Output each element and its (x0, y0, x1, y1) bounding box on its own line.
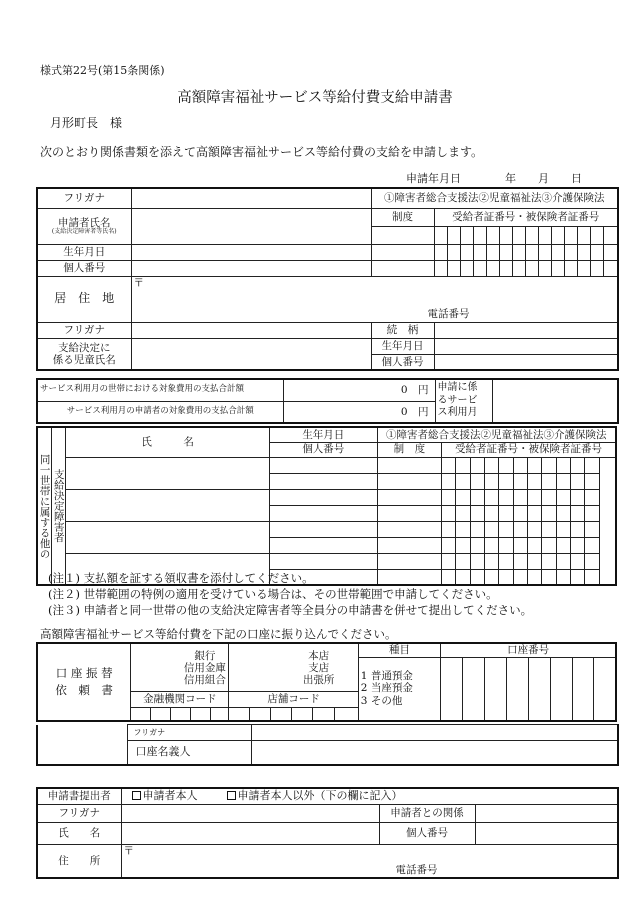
applicant-name-label (37, 208, 131, 244)
service-month-l1: 申請に係 (437, 382, 478, 394)
bank-side-line1: 口 座 振 替 (55, 665, 113, 680)
bank-side-label (37, 643, 131, 721)
household-personal-no-header: 個人番号 (270, 442, 378, 457)
bank-type-2: 信用金庫 (183, 662, 226, 675)
applicant-total-value[interactable]: 0 円 (283, 401, 435, 423)
household-member-2-name[interactable] (66, 489, 270, 521)
submitter-address-label: 住 所 (37, 844, 121, 878)
submitter-table (36, 787, 619, 879)
child-name-field[interactable] (131, 338, 371, 370)
submitter-personal-no-label: 個人番号 (379, 822, 475, 844)
applicant-name-field[interactable] (131, 208, 371, 244)
bank-type-3: 信用組合 (183, 674, 226, 687)
household-law-header: ①障害者総合支援法②児童福祉法③介護保険法 (377, 427, 616, 442)
household-birth-header: 生年月日 (270, 427, 378, 442)
system-label: 制度 (371, 208, 434, 226)
holder-furigana-field[interactable] (251, 725, 618, 741)
other-option-label: 申請者本人以外（下の欄に記入） (237, 788, 403, 802)
applicant-name-note: (支給決定障害者等氏名) (51, 227, 117, 235)
application-date: 申請年月日 年 月 日 (406, 172, 582, 185)
holder-furigana-label: フリガナ (127, 725, 251, 741)
submitter-address-field[interactable] (121, 844, 618, 878)
law-header: ①障害者総合支援法②児童福祉法③介護保険法 (371, 188, 618, 208)
account-kind-options[interactable] (358, 657, 440, 721)
holder-label: 口座名義人 (127, 741, 251, 765)
furigana-label: フリガナ (37, 188, 131, 208)
relation-field[interactable] (434, 322, 618, 338)
bank-type-cell[interactable] (131, 643, 229, 691)
holder-field[interactable] (251, 741, 618, 765)
personal-no-field[interactable] (131, 260, 371, 276)
branch-type-3: 出張所 (302, 674, 335, 687)
phone-label: 電話番号 (427, 308, 470, 321)
submitter-postal-mark: 〒 (123, 844, 134, 857)
submitter-label: 申請書提出者 (37, 788, 121, 804)
furigana-field[interactable] (131, 188, 371, 208)
note-3: (注３) 申請者と同一世帯の他の支給決定障害者等全員分の申請書を併せて提出してください。 (48, 603, 533, 617)
bank-code-header: 金融機関コード (131, 691, 229, 707)
submitter-name-field[interactable] (121, 822, 379, 844)
birth-field[interactable] (131, 244, 371, 260)
household-member-3-name[interactable] (66, 521, 270, 553)
household-side-b: 支給決定障害者 (51, 427, 65, 585)
intro-text: 次のとおり関係書類を添えて高額障害福祉サービス等給付費の支給を申請します。 (40, 145, 484, 159)
address-label: 居 住 地 (37, 276, 131, 322)
account-kind-2: 2 当座預金 (360, 682, 413, 695)
address-field[interactable] (131, 276, 618, 322)
child-personal-no-field[interactable] (434, 354, 618, 370)
bank-intro: 高額障害福祉サービス等給付費を下記の口座に振り込んでください。 (40, 627, 397, 641)
bank-table (36, 642, 617, 722)
relation-field[interactable] (475, 804, 618, 822)
household-total-value[interactable]: 0 円 (283, 379, 435, 401)
household-name-header: 氏 名 (66, 427, 270, 457)
child-birth-label: 生年月日 (371, 338, 434, 354)
submitter-furigana-field[interactable] (121, 804, 379, 822)
submitter-phone-label: 電話番号 (395, 863, 438, 876)
household-member-1-name[interactable] (66, 457, 270, 489)
child-name-line1: 支給決定に (58, 341, 111, 354)
personal-no-label: 個人番号 (37, 260, 131, 276)
submitter-options (121, 788, 618, 804)
applicant-table (36, 187, 619, 371)
account-kind-header: 種目 (358, 643, 440, 657)
bank-holder-table (36, 724, 619, 766)
child-birth-field[interactable] (434, 338, 618, 354)
household-side-a: 同一世帯に属する他の (37, 427, 51, 585)
submitter-furigana-label: フリガナ (37, 804, 121, 822)
child-furigana-label: フリガナ (37, 322, 131, 338)
branch-code-header: 店舗コード (229, 691, 358, 707)
note-2: (注２) 世帯範囲の特例の適用を受けている場合は、その世帯範囲で申請してください。 (48, 587, 498, 601)
applicant-name-text: 申請者氏名 (58, 216, 111, 229)
child-personal-no-label: 個人番号 (371, 354, 434, 370)
account-no-header: 口座番号 (441, 643, 616, 657)
postal-mark: 〒 (133, 276, 144, 289)
branch-type-2: 支店 (308, 662, 330, 675)
service-month-l3: ス利用月 (437, 407, 478, 419)
account-kind-3: 3 その他 (360, 695, 403, 708)
child-name-label (37, 338, 131, 370)
self-option-label: 申請者本人 (142, 788, 198, 802)
bank-side-spacer-2 (37, 741, 127, 765)
bank-type-1: 銀行 (194, 650, 216, 663)
branch-type-cell[interactable] (229, 643, 358, 691)
self-checkbox[interactable] (132, 791, 141, 800)
child-furigana-field[interactable] (131, 322, 371, 338)
totals-table (36, 378, 619, 424)
form-title: 高額障害福祉サービス等給付費支給申請書 (177, 90, 453, 106)
system-field[interactable] (371, 226, 434, 244)
service-month-field[interactable] (492, 379, 618, 423)
service-month-l2: るサービ (437, 394, 478, 406)
relation-label: 続 柄 (371, 322, 434, 338)
addressee: 月形町長 様 (50, 116, 123, 130)
submitter-name-label: 氏 名 (37, 822, 121, 844)
applicant-total-label: サービス利用月の申請者の対象費用の支払合計額 (37, 401, 283, 423)
cert-no-label: 受給者証番号・被保険者証番号 (434, 208, 618, 226)
household-table (36, 426, 617, 586)
household-system-header: 制 度 (377, 442, 442, 457)
branch-type-1: 本店 (308, 650, 330, 663)
submitter-personal-no-field[interactable] (475, 822, 618, 844)
form-number: 様式第22号(第15条関係) (40, 64, 165, 77)
note-1: (注１) 支払額を証する領収書を添付してください。 (48, 571, 314, 585)
other-checkbox[interactable] (227, 791, 236, 800)
bank-side-line2: 依 頼 書 (55, 683, 113, 697)
child-name-line2: 係る児童氏名 (52, 353, 116, 366)
household-total-label: サービス利用月の世帯における対象費用の支払合計額 (37, 379, 283, 401)
household-cert-header: 受給者証番号・被保険者証番号 (442, 442, 616, 457)
bank-side-spacer (37, 725, 127, 741)
relation-label: 申請者との関係 (379, 804, 475, 822)
account-kind-1: 1 普通預金 (360, 669, 413, 682)
birth-label: 生年月日 (37, 244, 131, 260)
service-month-label (435, 379, 492, 423)
